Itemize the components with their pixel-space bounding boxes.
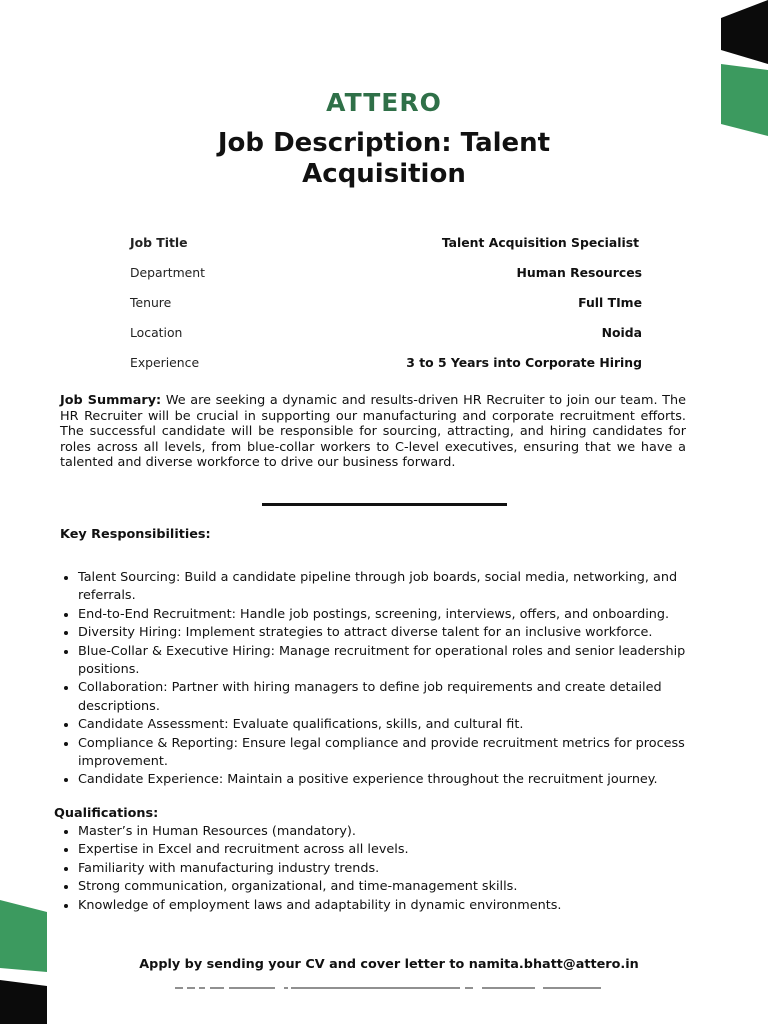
list-item: • Compliance & Reporting: Ensure legal compliance and provide recruitment metrics for process improvement. [78, 735, 718, 772]
list-item: • Candidate Experience: Maintain a positive experience throughout the recruitment journey. [78, 771, 718, 789]
info-row-department [130, 262, 642, 282]
list-item: • Collaboration: Partner with hiring managers to define job requirements and create detailed descriptions. [78, 679, 718, 716]
job-summary [60, 393, 686, 471]
list-item: • Diversity Hiring: Implement strategies to attract diverse talent for an inclusive workforce. [78, 624, 718, 642]
info-row-location [130, 322, 642, 342]
info-label: Department [130, 264, 205, 280]
qualifications-list [60, 823, 718, 915]
list-item: • Master’s in Human Resources (mandatory). [78, 823, 718, 841]
footer-rule-decoration [175, 984, 605, 992]
job-summary-text: We are seeking a dynamic and results-driven HR Recruiter to join our team. The HR Recruiter will be crucial in supporting our manufacturing and corporate recruitment efforts. The successful candidate will be responsible for sourcing, attracting, and hiring candidates for roles across all levels, from blue-collar workers to C-level executives, ensuring that we have a talented and diverse workforce to drive our business forward. [60, 393, 686, 471]
list-item: • Expertise in Excel and recruitment across all levels. [78, 841, 718, 859]
page-title: Job Description: Talent Acquisition [217, 128, 551, 189]
info-label: Location [130, 324, 183, 340]
attero-logo [0, 88, 768, 117]
info-value: Noida [601, 324, 642, 340]
info-row-experience [130, 352, 642, 372]
list-item: • Knowledge of employment laws and adaptability in dynamic environments. [78, 897, 718, 915]
qualifications-heading: Qualifications: [54, 806, 159, 821]
list-item: • Familiarity with manufacturing industry trends. [78, 860, 718, 878]
info-label: Tenure [130, 294, 172, 310]
corner-decoration-top-right [716, 0, 768, 140]
info-label: Experience [130, 354, 200, 370]
black-shape [0, 980, 47, 1024]
info-value: 3 to 5 Years into Corporate Hiring [406, 354, 642, 370]
apply-instructions: Apply by sending your CV and cover letter to namita.bhatt@attero.in [139, 957, 639, 972]
job-summary-label: Job Summary: [60, 393, 162, 408]
list-item: • Blue-Collar & Executive Hiring: Manage recruitment for operational roles and senior leadership positions. [78, 643, 718, 680]
responsibilities-heading: Key Responsibilities: [60, 527, 211, 542]
list-item: • Candidate Assessment: Evaluate qualifications, skills, and cultural fit. [78, 716, 718, 734]
logo-text: ATTERO [326, 88, 442, 117]
info-row-job-title [130, 232, 642, 252]
info-value: Full TIme [578, 294, 642, 310]
info-label: Job Title [130, 234, 188, 250]
list-item: • Talent Sourcing: Build a candidate pipeline through job boards, social media, networking, and referrals. [78, 569, 718, 606]
info-row-tenure [130, 292, 642, 312]
info-value: Human Resources [516, 264, 642, 280]
list-item: • End-to-End Recruitment: Handle job postings, screening, interviews, offers, and onboarding. [78, 606, 718, 624]
responsibilities-list [60, 569, 718, 790]
info-value: Talent Acquisition Specialist [441, 234, 639, 250]
black-shape [721, 0, 768, 64]
section-divider [262, 503, 507, 506]
list-item: • Strong communication, organizational, and time-management skills. [78, 878, 718, 896]
